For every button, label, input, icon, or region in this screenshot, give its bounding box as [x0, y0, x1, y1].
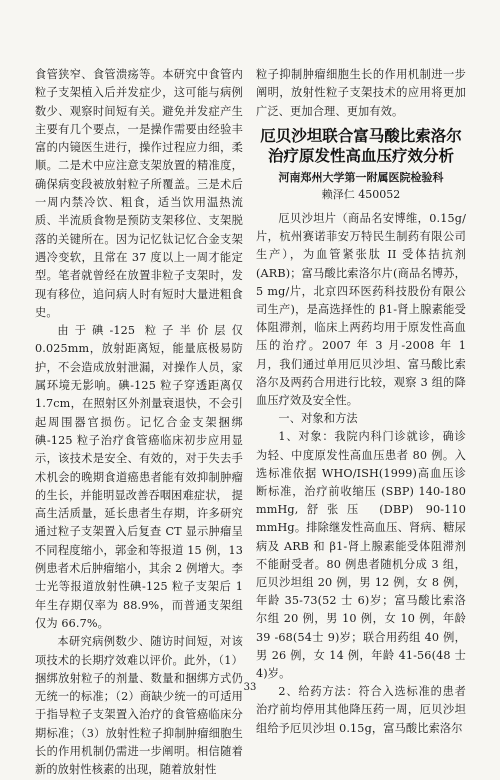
paragraph: 食管狭窄、食管溃疡等。本研究中食管内粒子支架植入后并发症少，这可能与病例数少、观察时间短有关。避免并发症产生主要有几个要点，一是操作需要由经验丰富的内镜医生进行，操作过程应力细，柔顺。二是术中应注意支架放置的精准度，确保病变段被放射粒子所覆盖。三是术后一周内禁冷饮、粗食，适当饮用温热流质、半流质食物是预防支架移位、支架脱落的关键所在。因为记忆钛记忆合金支架遇冷变软，且常在 37 度以上一周才能定型。笔者就曾经在放置非粒子支架时，发现有移位，追问病人时有短时大量进粗食史。: [35, 68, 243, 319]
article-title-line-1: 厄贝沙坦联合富马酸比索洛尔: [260, 126, 462, 145]
paragraph: 2、给药方法：符合入选标准的患者治疗前均停用其他降压药一周，厄贝沙坦组给予厄贝沙坦 0.15g，富马酸比索洛尔: [256, 685, 466, 735]
article-author: 赖泽仁 450052: [321, 188, 401, 201]
section-heading: 一、对象和方法: [278, 412, 358, 426]
article-affiliation: 河南郑州大学第一附属医院检验科: [278, 171, 444, 184]
paragraph: 厄贝沙坦片（商品名安博维，0.15g/片，杭州赛诺菲安万特民生制药有限公司生产），为血管紧张肽 II 受体拮抗剂(ARB)；富马酸比索洛尔片(商品名博苏，5 mg/片，北京四环医药科技股份有限公司生产)，是高选择性的 β1-肾上腺素能受体阻滞剂，临床上两药均用于原发性高血压的治疗。2007 年 3 月-2008 年 1 月，我们通过单用厄贝沙坦、富马酸比索洛尔及两药合用进行比较，观察 3 组的降血压疗效及安全性。: [256, 212, 466, 408]
paragraph: 本研究病例数少、随访时间短，对该项技术的长期疗效难以评价。此外，（1）捆绑放射粒子的剂量、数量和捆绑方式仍无统一的标准；（2）商缺少统一的可适用于指导粒子支架置入治疗的食管癌临床分期标准；（3）放射性粒子抑制肿瘤细胞生长的作用机制仍需进一步阐明。相信随着新的放射性核素的出现，随着放射性: [35, 635, 243, 777]
paragraph: 由于碘-125 粒子半价层仅 0.025mm，放射距离短，能量底极易防护，不会造成放射泄漏，对操作人员，家属环境无影响。碘-125 粒子穿透距离仅 1.7cm，在照射区外剂量衰退快，不会引起周围器官损伤。记忆合金支架捆绑碘-125 粒子治疗食管癌临床初步应用显示，该技术是安全、有效的，对于失去手术机会的晚期食道癌患者能有效抑制肿瘤的生长，并能明显改善吞咽困难症状， 提高生活质量，延长患者生存期，许多研究通过粒子支架置入后复查 CT 显示肿瘤呈不同程度缩小，郭金和等报道 15 例，13 例患者术后肿瘤缩小，其余 2 例增大。李士光等报道放射性碘-125 粒子支架后 1 年生存期仅率为 88.9%，而普通支架组仅为 66.7%。: [35, 324, 243, 630]
article-title-line-2: 治疗原发性高血压疗效分析: [267, 146, 454, 165]
paragraph: 1、对象：我院内科门诊就诊，确诊为轻、中度原发性高血压患者 80 例。入选标准依据 WHO/ISH(1999)高血压诊断标准，治疗前收缩压 (SBP) 140-180 mmHg,舒张压 (DBP) 90-110 mmHg。排除继发性高血压、肾病、糖尿病及 ARB 和 β1-肾上腺素能受体阻滞剂不能耐受者。80 例患者随机分成 3 组，厄贝沙坦组 20 例，男 12 例，女 8 例，年龄 35-73(52 士 6)岁；富马酸比索洛尔组 20 例，男 10 例，女 10 例，年龄 39 -68(54士 9)岁；联合用药组 40 例，男 26 例，女 14 例，年龄 41-56(48 士 4)岁。: [256, 430, 466, 681]
right-column-body: [256, 210, 466, 738]
article-title: [252, 126, 470, 166]
left-column: [35, 66, 243, 780]
page-number: 33: [243, 682, 257, 693]
right-column-continuation: [256, 66, 466, 121]
paragraph: 粒子抑制肿瘤细胞生长的作用机制进一步阐明，放射性粒子支架技术的应用将更加广泛、更加合理、更加有效。: [256, 68, 466, 118]
